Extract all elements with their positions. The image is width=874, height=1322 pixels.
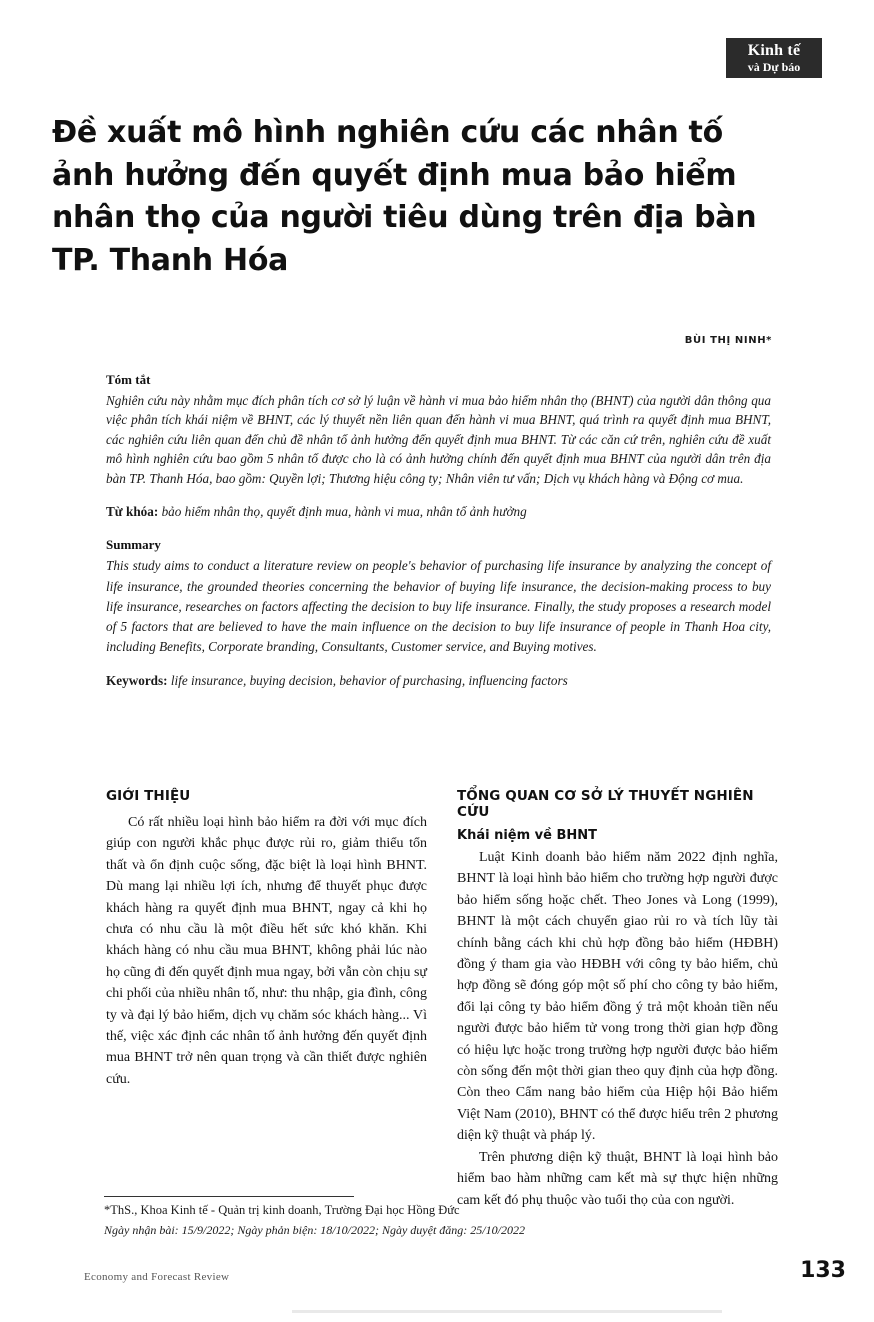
section-heading-literature: TỔNG QUAN CƠ SỞ LÝ THUYẾT NGHIÊN CỨU [457,788,754,820]
footnote-divider [104,1196,354,1197]
literature-paragraph-2: Trên phương diện kỹ thuật, BHNT là loại hình bảo hiểm bao hàm những cam kết mà sự thực hiện những cam kết đó phụ thuộc vào tuổi thọ của con người. [457,1149,778,1208]
abstract-vi-text: Nghiên cứu này nhằm mục đích phân tích cơ sở lý luận về hành vi mua bảo hiểm nhân thọ (BHNT) của người dân thông qua việc phân tích khái niệm về BHNT, các lý thuyết nền liên quan đến hành vi mua BHNT, quá trình ra quyết định mua BHNT, các nghiên cứu liên quan đến chủ đề nhân tố ảnh hưởng đến quyết định mua BHNT. Từ các căn cứ trên, nghiên cứu đề xuất mô hình nghiên cứu bao gồm 5 nhân tố được cho là có ảnh hưởng chính đến quyết định mua BHNT của người dân trên địa bàn TP. Thanh Hóa, bao gồm: Quyền lợi; Thương hiệu công ty; Nhân viên tư vấn; Dịch vụ khách hàng và Động cơ mua. [106,393,771,486]
keywords-vi-label: Từ khóa: [106,504,159,520]
scan-artifact [292,1310,722,1313]
page-footer [84,1258,874,1283]
page-title: Đề xuất mô hình nghiên cứu các nhân tố ảnh hưởng đến quyết định mua bảo hiểm nhân thọ của người tiêu dùng trên địa bàn TP. Thanh Hóa [52,115,757,278]
footnote-dates: Ngày nhận bài: 15/9/2022; Ngày phản biện: 18/10/2022; Ngày duyệt đăng: 25/10/2022 [104,1222,525,1237]
footnote-affiliation: *ThS., Khoa Kinh tế - Quản trị kinh doanh, Trường Đại học Hồng Đức [104,1203,460,1217]
keywords-en [106,671,771,690]
intro-paragraph: Có rất nhiều loại hình bảo hiểm ra đời với mục đích giúp con người khắc phục được rủi ro, giảm thiểu tổn thất và ổn định cuộc sống, đặc biệt là loại hình BHNT. Dù mang lại nhiều lợi ích, nhưng để thuyết phục được khách hàng ra quyết định mua BHNT, ngay cả khi họ chưa có nhu cầu là một điều hết sức khó khăn. Khi khách hàng có nhu cầu mua BHNT, không phải lúc nào họ cũng đi đến quyết định mua ngay, bởi vẫn còn chịu sự chi phối của nhiều nhân tố, như: thu nhập, gia đình, công ty và đại lý bảo hiểm, dịch vụ chăm sóc khách hàng... Vì thế, việc xác định các nhân tố ảnh hưởng đến quyết định mua BHNT trở nên quan trọng và cần thiết được nghiên cứu. [106,815,427,1087]
page-number: 133 [800,1258,846,1283]
keywords-en-label: Keywords: [106,672,168,688]
two-column-body [106,788,778,1211]
subsection-heading-bhnt: Khái niệm về BHNT [457,828,598,843]
column-right [457,788,778,1211]
journal-logo-line1: Kinh tế [747,42,801,59]
journal-logo-line2: và Dự báo [747,60,801,74]
footer-journal-name: Economy and Forecast Review [84,1271,230,1283]
keywords-en-text: life insurance, buying decision, behavior of purchasing, influencing factors [170,672,568,688]
abstract-block [106,372,771,690]
abstract-en-text: This study aims to conduct a literature review on people's behavior of purchasing life insurance by analyzing the concept of life insurance, the grounded theories concerning the behavior of buying life insurance, the decision-making process to buy life insurance, researches on factors affecting the decision to buy life insurance. Finally, the study proposes a research model of 5 factors that are believed to have the main influence on the decision to buy life insurance of people in Thanh Hoa city, including Benefits, Corporate branding, Consultants, Customer service, and Buying motives. [106,558,771,654]
keywords-vi-text: bảo hiểm nhân thọ, quyết định mua, hành vi mua, nhân tố ảnh hưởng [161,504,527,520]
title-block [52,112,772,282]
abstract-vi-label: Tóm tắt [106,372,151,387]
page-content [52,0,846,1322]
footnote-block [104,1196,794,1238]
column-left [106,788,427,1211]
literature-paragraph-1: Luật Kinh doanh bảo hiểm năm 2022 định nghĩa, BHNT là loại hình bảo hiểm cho trường hợp người được bảo hiểm sống hoặc chết. Theo Jones và Long (1999), BHNT là một cách chuyển giao rủi ro và tích lũy tài chính bằng cách khi chủ hợp đồng bảo hiểm (HĐBH) đồng ý tham gia vào HĐBH với công ty bảo hiểm, chủ hợp đồng sẽ đóng góp một số phí cho công ty bảo hiểm, đổi lại công ty bảo hiểm đồng ý trả một khoản tiền nếu người được bảo hiểm tử vong trong thời gian hợp đồng có hiệu lực hoặc trong trường hợp người được bảo hiểm còn sống đến một thời gian theo quy định của hợp đồng. Còn theo Cẩm nang bảo hiểm của Hiệp hội Bảo hiểm Việt Nam (2010), BHNT có thể được hiểu trên 2 phương diện kỹ thuật và pháp lý. [457,850,778,1144]
section-heading-intro: GIỚI THIỆU [106,788,191,804]
keywords-vi [106,502,771,521]
journal-logo [726,38,822,78]
author-name: BÙI THỊ NINH* [684,335,772,346]
abstract-en-label: Summary [106,537,161,553]
